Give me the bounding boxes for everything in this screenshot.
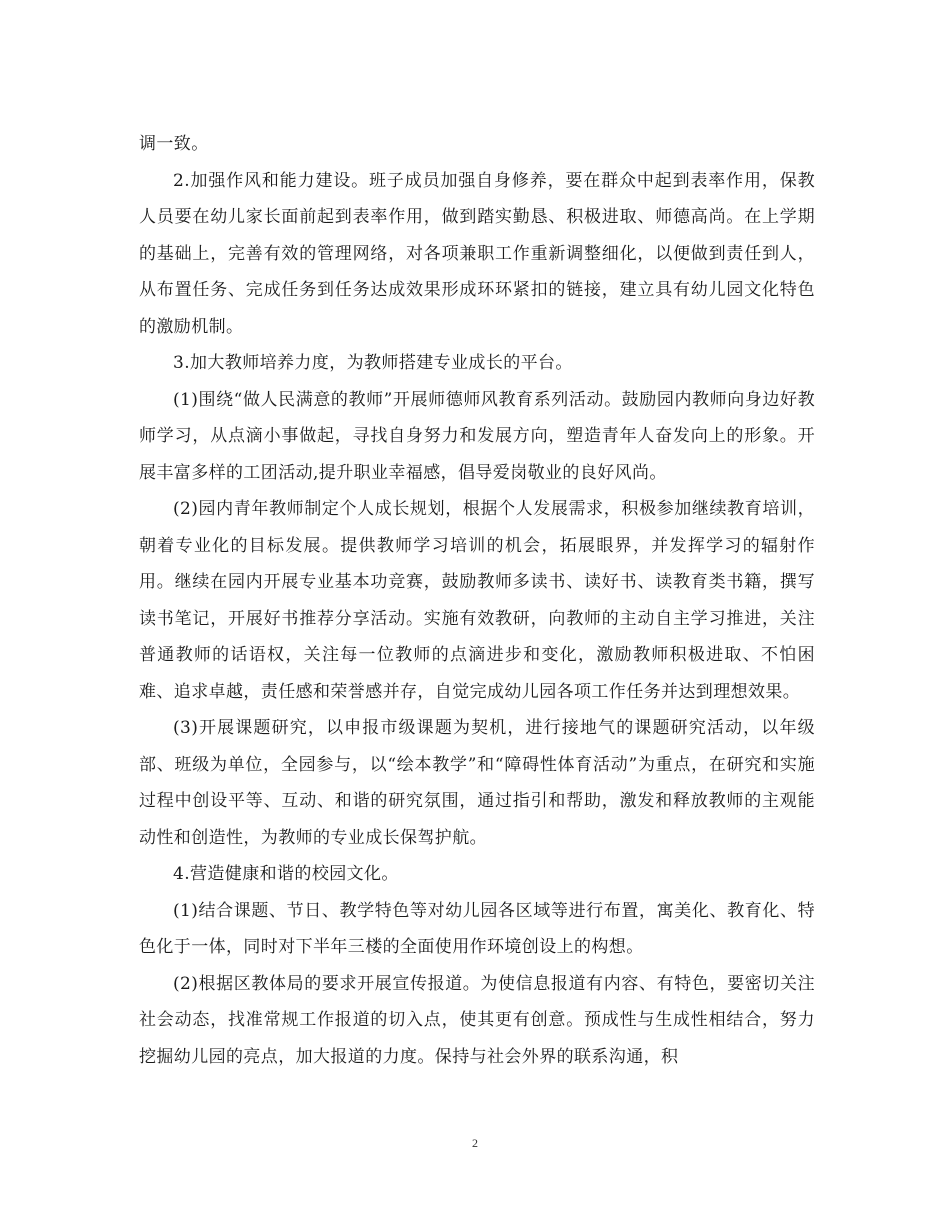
paragraph-item-3-1: (1)围绕“做人民满意的教师”开展师德师风教育系列活动。鼓励园内教师向身边好教师学习，从点滴小事做起，寻找自身努力和发展方向，塑造青年人奋发向上的形象。开展丰富多样的工团活动,提升职业幸福感，倡导爱岗敬业的良好风尚。 [139,389,815,483]
paragraph-item-4-1: (1)结合课题、节日、教学特色等对幼儿园各区域等进行布置，寓美化、教育化、特色化于一体，同时对下半年三楼的全面使用作环境创设上的构想。 [139,900,815,957]
paragraph-item-4-2: (2)根据区教体局的要求开展宣传报道。为使信息报道有内容、有特色，要密切关注社会动态，找准常规工作报道的切入点，使其更有创意。预成性与生成性相结合，努力挖掘幼儿园的亮点，加大报道的力度。保持与社会外界的联系沟通，积 [139,973,815,1067]
paragraph-item-4: 4.营造健康和谐的校园文化。 [173,864,399,884]
paragraph-item-2: 2.加强作风和能力建设。班子成员加强自身修养，要在群众中起到表率作用，保教人员要在幼儿家长面前起到表率作用，做到踏实勤恳、积极进取、师德高尚。在上学期的基础上，完善有效的管理网络，对各项兼职工作重新调整细化，以便做到责任到人，从布置任务、完成任务到任务达成效果形成环环紧扣的链接，建立具有幼儿园文化特色的激励机制。 [139,170,815,337]
paragraph-item-3: 3.加大教师培养力度，为教师搭建专业成长的平台。 [173,353,573,373]
paragraph-continuation: 调一致。 [139,134,209,154]
paragraph-item-3-3: (3)开展课题研究，以申报市级课题为契机，进行接地气的课题研究活动，以年级部、班级为单位，全园参与，以“绘本教学”和“障碍性体育活动”为重点，在研究和实施过程中创设平等、互动、和谐的研究氛围，通过指引和帮助，激发和释放教师的主观能动性和创造性，为教师的专业成长保驾护航。 [139,718,815,848]
document-body [139,126,815,1075]
page-number: 2 [472,1136,478,1150]
paragraph-item-3-2: (2)园内青年教师制定个人成长规划，根据个人发展需求，积极参加继续教育培训，朝着专业化的目标发展。提供教师学习培训的机会，拓展眼界，并发挥学习的辐射作用。继续在园内开展专业基本功竞赛，鼓励教师多读书、读好书、读教育类书籍，撰写读书笔记，开展好书推荐分享活动。实施有效教研，向教师的主动自主学习推进，关注普通教师的话语权，关注每一位教师的点滴进步和变化，激励教师积极进取、不怕困难、追求卓越，责任感和荣誉感并存，自觉完成幼儿园各项工作任务并达到理想效果。 [139,499,815,702]
